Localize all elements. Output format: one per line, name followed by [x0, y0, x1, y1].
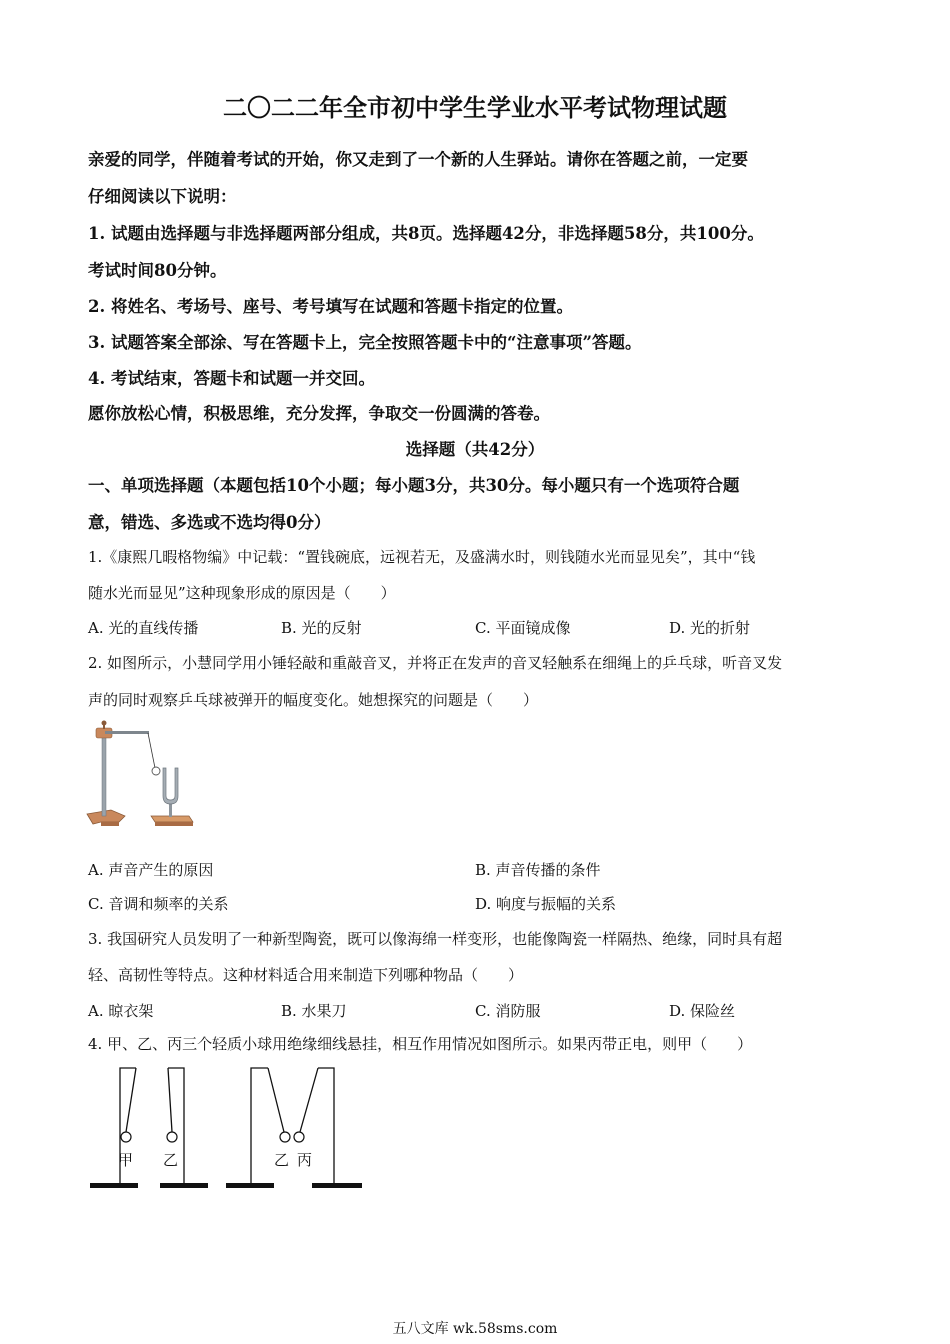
q3-option-b: B. 水果刀 [281, 1002, 347, 1020]
q1-option-d: D. 光的折射 [669, 619, 751, 637]
instruction-3: 3. 试题答案全部涂、写在答题卡上，完全按照答题卡中的“注意事项”答题。 [88, 333, 642, 352]
q2-option-a: A. 声音产生的原因 [88, 861, 214, 879]
ball-label-yi-left: 乙 [163, 1151, 179, 1169]
q4-stem: 4. 甲、乙、丙三个轻质小球用绝缘细线悬挂，相互作用情况如图所示。如果丙带正电，则甲（ ） [88, 1035, 753, 1053]
instruction-4: 4. 考试结束，答题卡和试题一并交回。 [88, 369, 375, 388]
wish-text: 愿你放松心情，积极思维，充分发挥，争取交一份圆满的答卷。 [88, 404, 550, 423]
ball-label-jia: 甲 [118, 1151, 134, 1169]
q2-option-d: D. 响度与振幅的关系 [475, 895, 617, 913]
instruction-2: 2. 将姓名、考场号、座号、考号填写在试题和答题卡指定的位置。 [88, 297, 573, 316]
instruction-1a: 1. 试题由选择题与非选择题两部分组成，共8页。选择题42分，非选择题58分，共100分。 [88, 224, 764, 243]
part1-heading-2: 意，错选、多选或不选均得0分） [88, 513, 331, 532]
q1-stem-2: 随水光而显见”这种现象形成的原因是（ ） [88, 584, 396, 602]
q2-option-c: C. 音调和频率的关系 [88, 895, 229, 913]
q1-stem-1: 1.《康熙几暇格物编》中记载：“置钱碗底，远视若无，及盛满水时，则钱随水光而显见矣”，其中“钱 [88, 548, 756, 566]
q2-option-b: B. 声音传播的条件 [475, 861, 601, 879]
q3-option-d: D. 保险丝 [669, 1002, 736, 1020]
ball-label-bing: 丙 [297, 1151, 313, 1169]
q2-stem-1: 2. 如图所示，小慧同学用小锤轻敲和重敲音叉，并将正在发声的音叉轻触系在细绳上的乒乓球，听音叉发 [88, 654, 783, 672]
q1-option-a: A. 光的直线传播 [88, 619, 199, 637]
q1-option-b: B. 光的反射 [281, 619, 362, 637]
instruction-1b: 考试时间80分钟。 [88, 261, 227, 280]
intro-line-2: 仔细阅读以下说明： [88, 187, 237, 206]
q2-stem-2: 声的同时观察乒乓球被弹开的幅度变化。她想探究的问题是（ ） [88, 691, 539, 709]
footer-watermark: 五八文库 wk.58sms.com [392, 1321, 558, 1337]
ball-label-yi-right: 乙 [274, 1151, 290, 1169]
q3-option-a: A. 晾衣架 [88, 1002, 154, 1020]
q3-stem-1: 3. 我国研究人员发明了一种新型陶瓷，既可以像海绵一样变形，也能像陶瓷一样隔热、绝缘，同时具有超 [88, 930, 783, 948]
page-title: 二〇二二年全市初中学生学业水平考试物理试题 [223, 93, 727, 122]
intro-line-1: 亲爱的同学，伴随着考试的开始，你又走到了一个新的人生驿站。请你在答题之前，一定要 [88, 150, 748, 169]
tuning-fork-figure [85, 718, 200, 830]
section-heading: 选择题（共42分） [405, 440, 545, 459]
q1-option-c: C. 平面镜成像 [475, 619, 571, 637]
part1-heading-1: 一、单项选择题（本题包括10个小题；每小题3分，共30分。每小题只有一个选项符合题 [88, 476, 740, 495]
q3-stem-2: 轻、高韧性等特点。这种材料适合用来制造下列哪种物品（ ） [88, 966, 524, 984]
charged-balls-figure [88, 1066, 363, 1192]
q3-option-c: C. 消防服 [475, 1002, 541, 1020]
